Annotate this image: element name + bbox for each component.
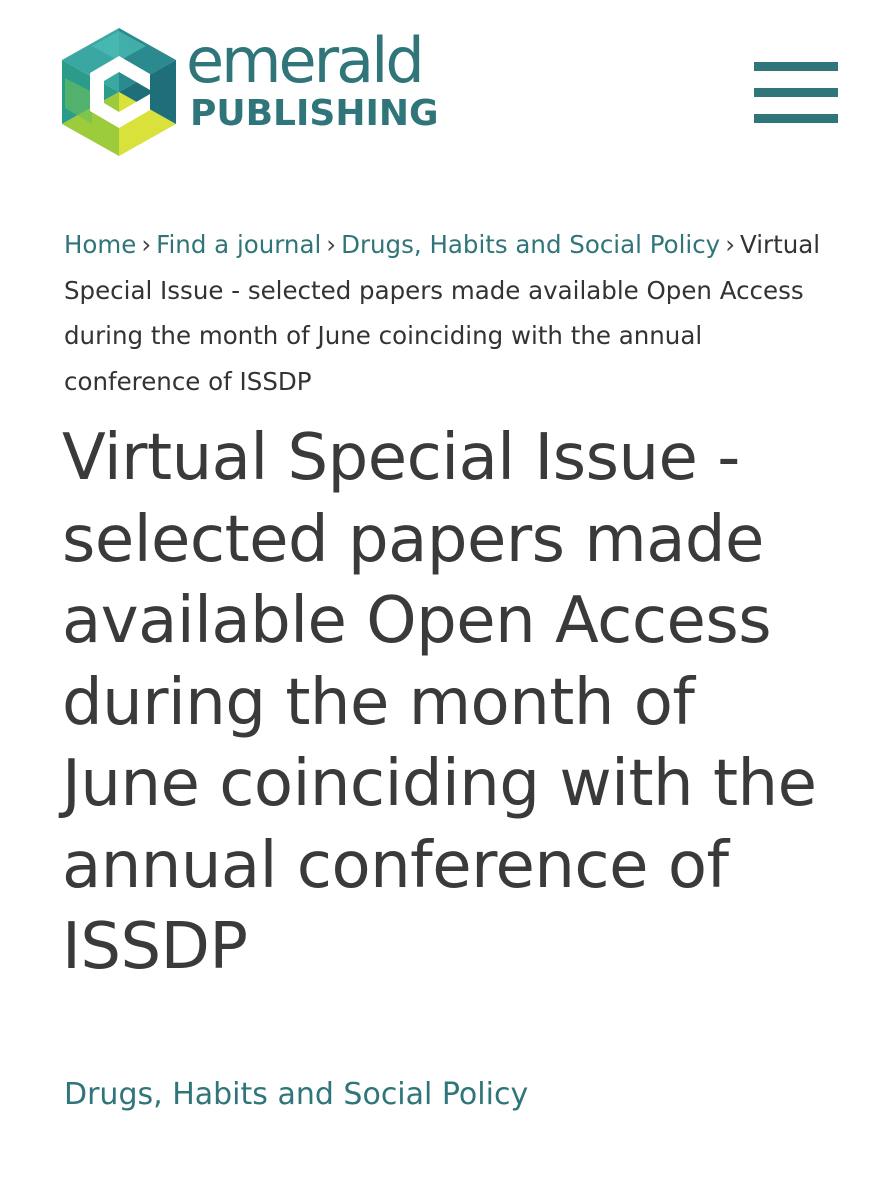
hamburger-icon-bottom-bar — [754, 114, 838, 123]
breadcrumb-find-a-journal-link[interactable]: Find a journal — [156, 230, 322, 259]
journal-link[interactable]: Drugs, Habits and Social Policy — [64, 1077, 529, 1112]
site-header — [0, 0, 884, 190]
breadcrumb — [64, 222, 834, 404]
breadcrumb-separator: › — [141, 230, 152, 259]
hamburger-menu-button[interactable] — [754, 62, 840, 126]
breadcrumb-home-link[interactable]: Home — [64, 230, 137, 259]
breadcrumb-separator: › — [725, 230, 735, 259]
logo-wordmark: emerald — [186, 24, 422, 97]
hamburger-icon — [754, 62, 838, 71]
breadcrumb-journal-link[interactable]: Drugs, Habits and Social Policy — [341, 230, 721, 259]
emerald-logo-icon — [62, 28, 176, 156]
logo-subtitle: PUBLISHING — [190, 93, 439, 134]
hamburger-icon-middle-bar — [754, 88, 838, 97]
page-title: Virtual Special Issue - selected papers made available Open Access during the month of June coinciding with the annual conference of ISSDP — [62, 421, 817, 984]
breadcrumb-separator: › — [326, 230, 337, 259]
breadcrumb-current-page: Virtual Special Issue - selected papers made available Open Access during the month of June coinciding with the annual conference of ISSDP — [64, 230, 821, 396]
